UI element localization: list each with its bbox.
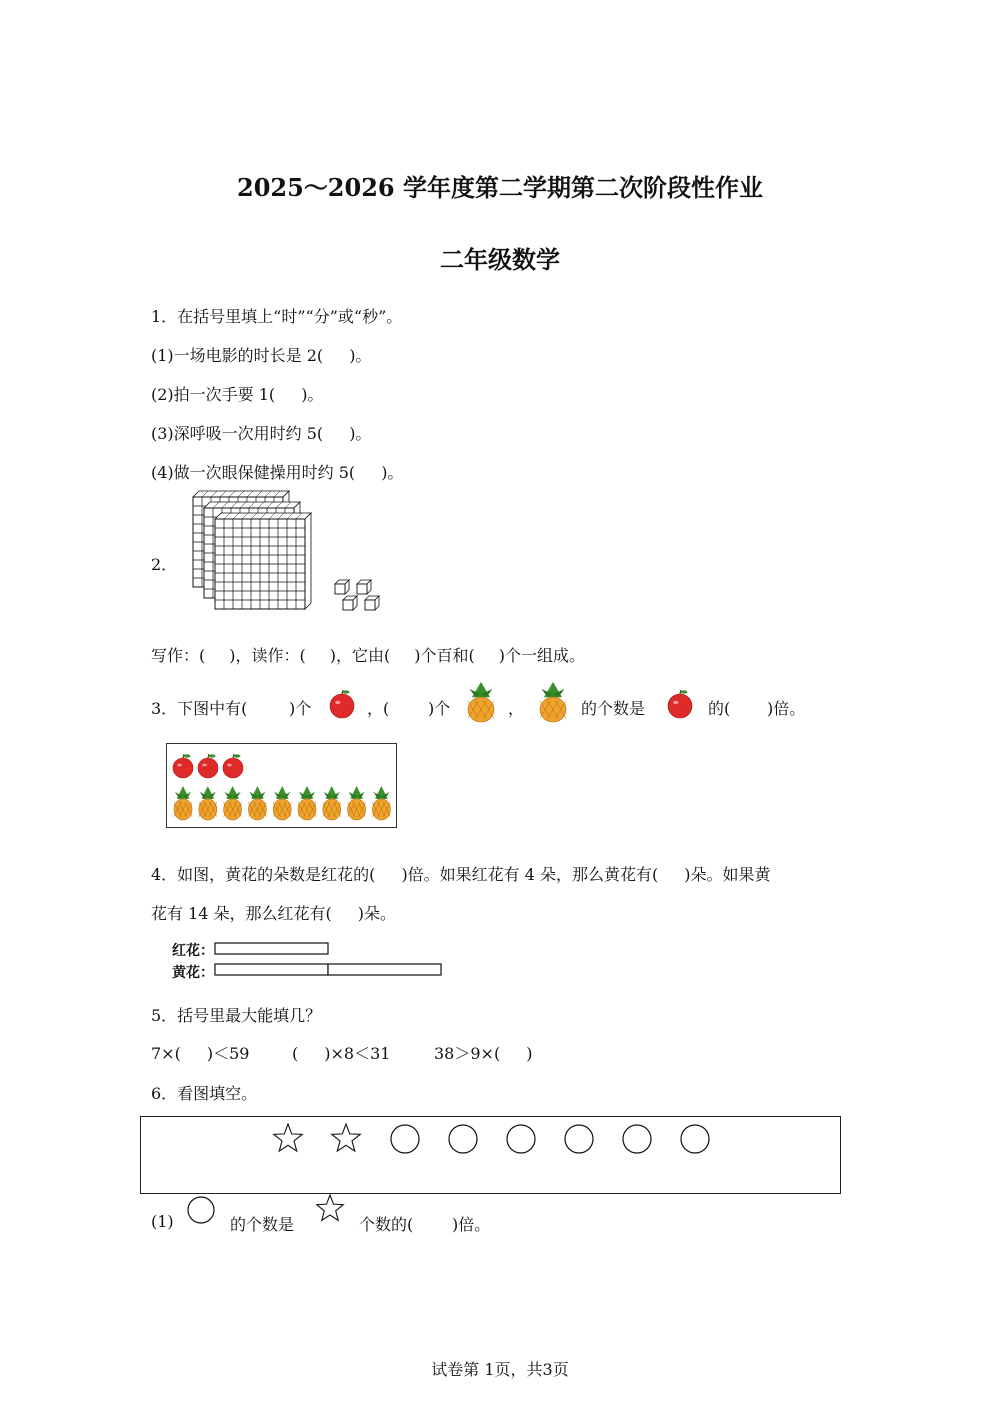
q5-expr-2-pre: ( [292,1044,299,1063]
page-title: 2025～2026 学年度第二学期第二次阶段性作业 [237,173,763,202]
unit-cube [365,596,379,610]
apple-mark [198,754,218,778]
q5-expr-2-post: )×8＜31 [324,1044,391,1063]
pineapple-mark [323,786,341,820]
apple-mark [223,754,243,778]
hundred-flat [215,513,311,609]
shapes-figure-box [140,1116,841,1194]
fruit-figure-box [166,743,397,828]
fruit-figure [167,744,396,827]
q6-sub1-tail-pre: 个数的( [359,1215,414,1234]
q2-text-2: )，读作：( [229,646,306,665]
q1-item-1-post: )。 [349,346,372,365]
q5-expr-1 [151,1041,249,1064]
q5-expr-3-post: ) [526,1044,533,1063]
q4-text-2: )倍。如果红花有 4 朵，那么黄花有( [401,865,659,884]
q1-stem: 1．在括号里填上“时”“分”或“秒”。 [151,307,403,326]
pineapple-icon [465,680,497,722]
q3-text-7: 的( [708,699,731,718]
q5-expr-1-post: )＜59 [206,1044,250,1063]
circle-mark [391,1125,419,1153]
q3-text-2: )个 [289,699,312,718]
hundred-flats [193,491,311,609]
circle-icon [185,1197,217,1227]
q1-item-2-pre: (2)拍一次手要 1( [151,385,276,404]
apple-row [173,754,243,778]
q5-expr-2 [292,1041,390,1064]
star-mark [332,1124,361,1151]
page-footer: 试卷第 1页，共3页 [431,1360,569,1379]
q5-expr-3 [434,1041,532,1064]
pineapple-mark [273,786,291,820]
unit-cube [343,596,357,610]
q4-text-3: )朵。如果黄 [684,865,771,884]
q2-text-3: )，它由( [329,646,391,665]
q5-expr-1-pre: 7×( [151,1044,181,1063]
q2-text-4: )个百和( [414,646,475,665]
q3-text-4: )个 [428,699,451,718]
pineapple-row [174,786,390,820]
q1-item-4-post: )。 [381,463,404,482]
yellow-flower-label: 黄花： [172,965,214,981]
q1-item-4-pre: (4)做一次眼保健操用时约 5( [151,463,356,482]
star-icon [314,1193,346,1225]
circle-mark [565,1125,593,1153]
page-subtitle: 二年级数学 [440,245,560,274]
q1-item-4 [151,460,403,483]
q2-text-1: 写作：( [151,646,206,665]
q1-item-3-post: )。 [349,424,372,443]
unit-cubes [335,580,379,610]
yellow-flower-bar-segment [215,964,328,975]
star-mark [274,1124,303,1151]
q4-line-1 [151,862,771,885]
q1-item-3-pre: (3)深呼吸一次用时约 5( [151,424,324,443]
apple-icon [664,686,696,720]
q1-item-2-post: )。 [301,385,324,404]
red-flower-label: 红花： [172,943,214,959]
q2-fill-line [151,643,585,666]
q3-text-5: ， [508,699,525,718]
pineapple-icon [537,680,569,722]
q4-text-5: )朵。 [357,904,397,923]
pineapple-mark [199,786,217,820]
red-flower-bar [215,943,328,954]
pineapple-mark [248,786,266,820]
q1-item-1 [151,343,371,366]
q4-text-1: 4．如图，黄花的朵数是红花的( [151,865,376,884]
q3-text-8: )倍。 [767,699,806,718]
pineapple-mark [224,786,242,820]
shapes-figure [141,1117,840,1193]
q6-sub1-tail-post: )倍。 [452,1215,491,1234]
q6-sub1-mid: 的个数是 [230,1215,295,1234]
pineapple-mark [174,786,192,820]
q5-stem: 5．括号里最大能填几？ [151,1006,322,1025]
unit-cube [335,580,349,594]
apple-icon [326,686,358,720]
q3-text-3: ，( [367,699,390,718]
circle-mark [623,1125,651,1153]
q4-line-2 [151,901,396,924]
q6-stem: 6．看图填空。 [151,1084,258,1103]
pineapple-mark [372,786,390,820]
q1-item-2 [151,382,323,405]
flower-bar-diagram [214,940,446,980]
q1-item-1-pre: (1)一场电影的时长是 2( [151,346,324,365]
base-ten-blocks-figure [185,492,395,617]
q4-text-4: 花有 14 朵，那么红花有( [151,904,332,923]
pineapple-mark [298,786,316,820]
circle-mark [507,1125,535,1153]
yellow-flower-bar-segment [328,964,441,975]
q2-number: 2． [151,555,178,574]
q3-text-6: 的个数是 [581,699,646,718]
q2-text-5: )个一组成。 [498,646,585,665]
circle-mark [681,1125,709,1153]
q1-item-3 [151,421,371,444]
pineapple-mark [348,786,366,820]
q5-expr-3-pre: 38＞9×( [434,1044,501,1063]
q6-sub1-prefix: (1) [151,1212,174,1231]
apple-mark [173,754,193,778]
unit-cube [357,580,371,594]
q3-text-1: 3．下图中有( [151,699,248,718]
circle-mark [449,1125,477,1153]
